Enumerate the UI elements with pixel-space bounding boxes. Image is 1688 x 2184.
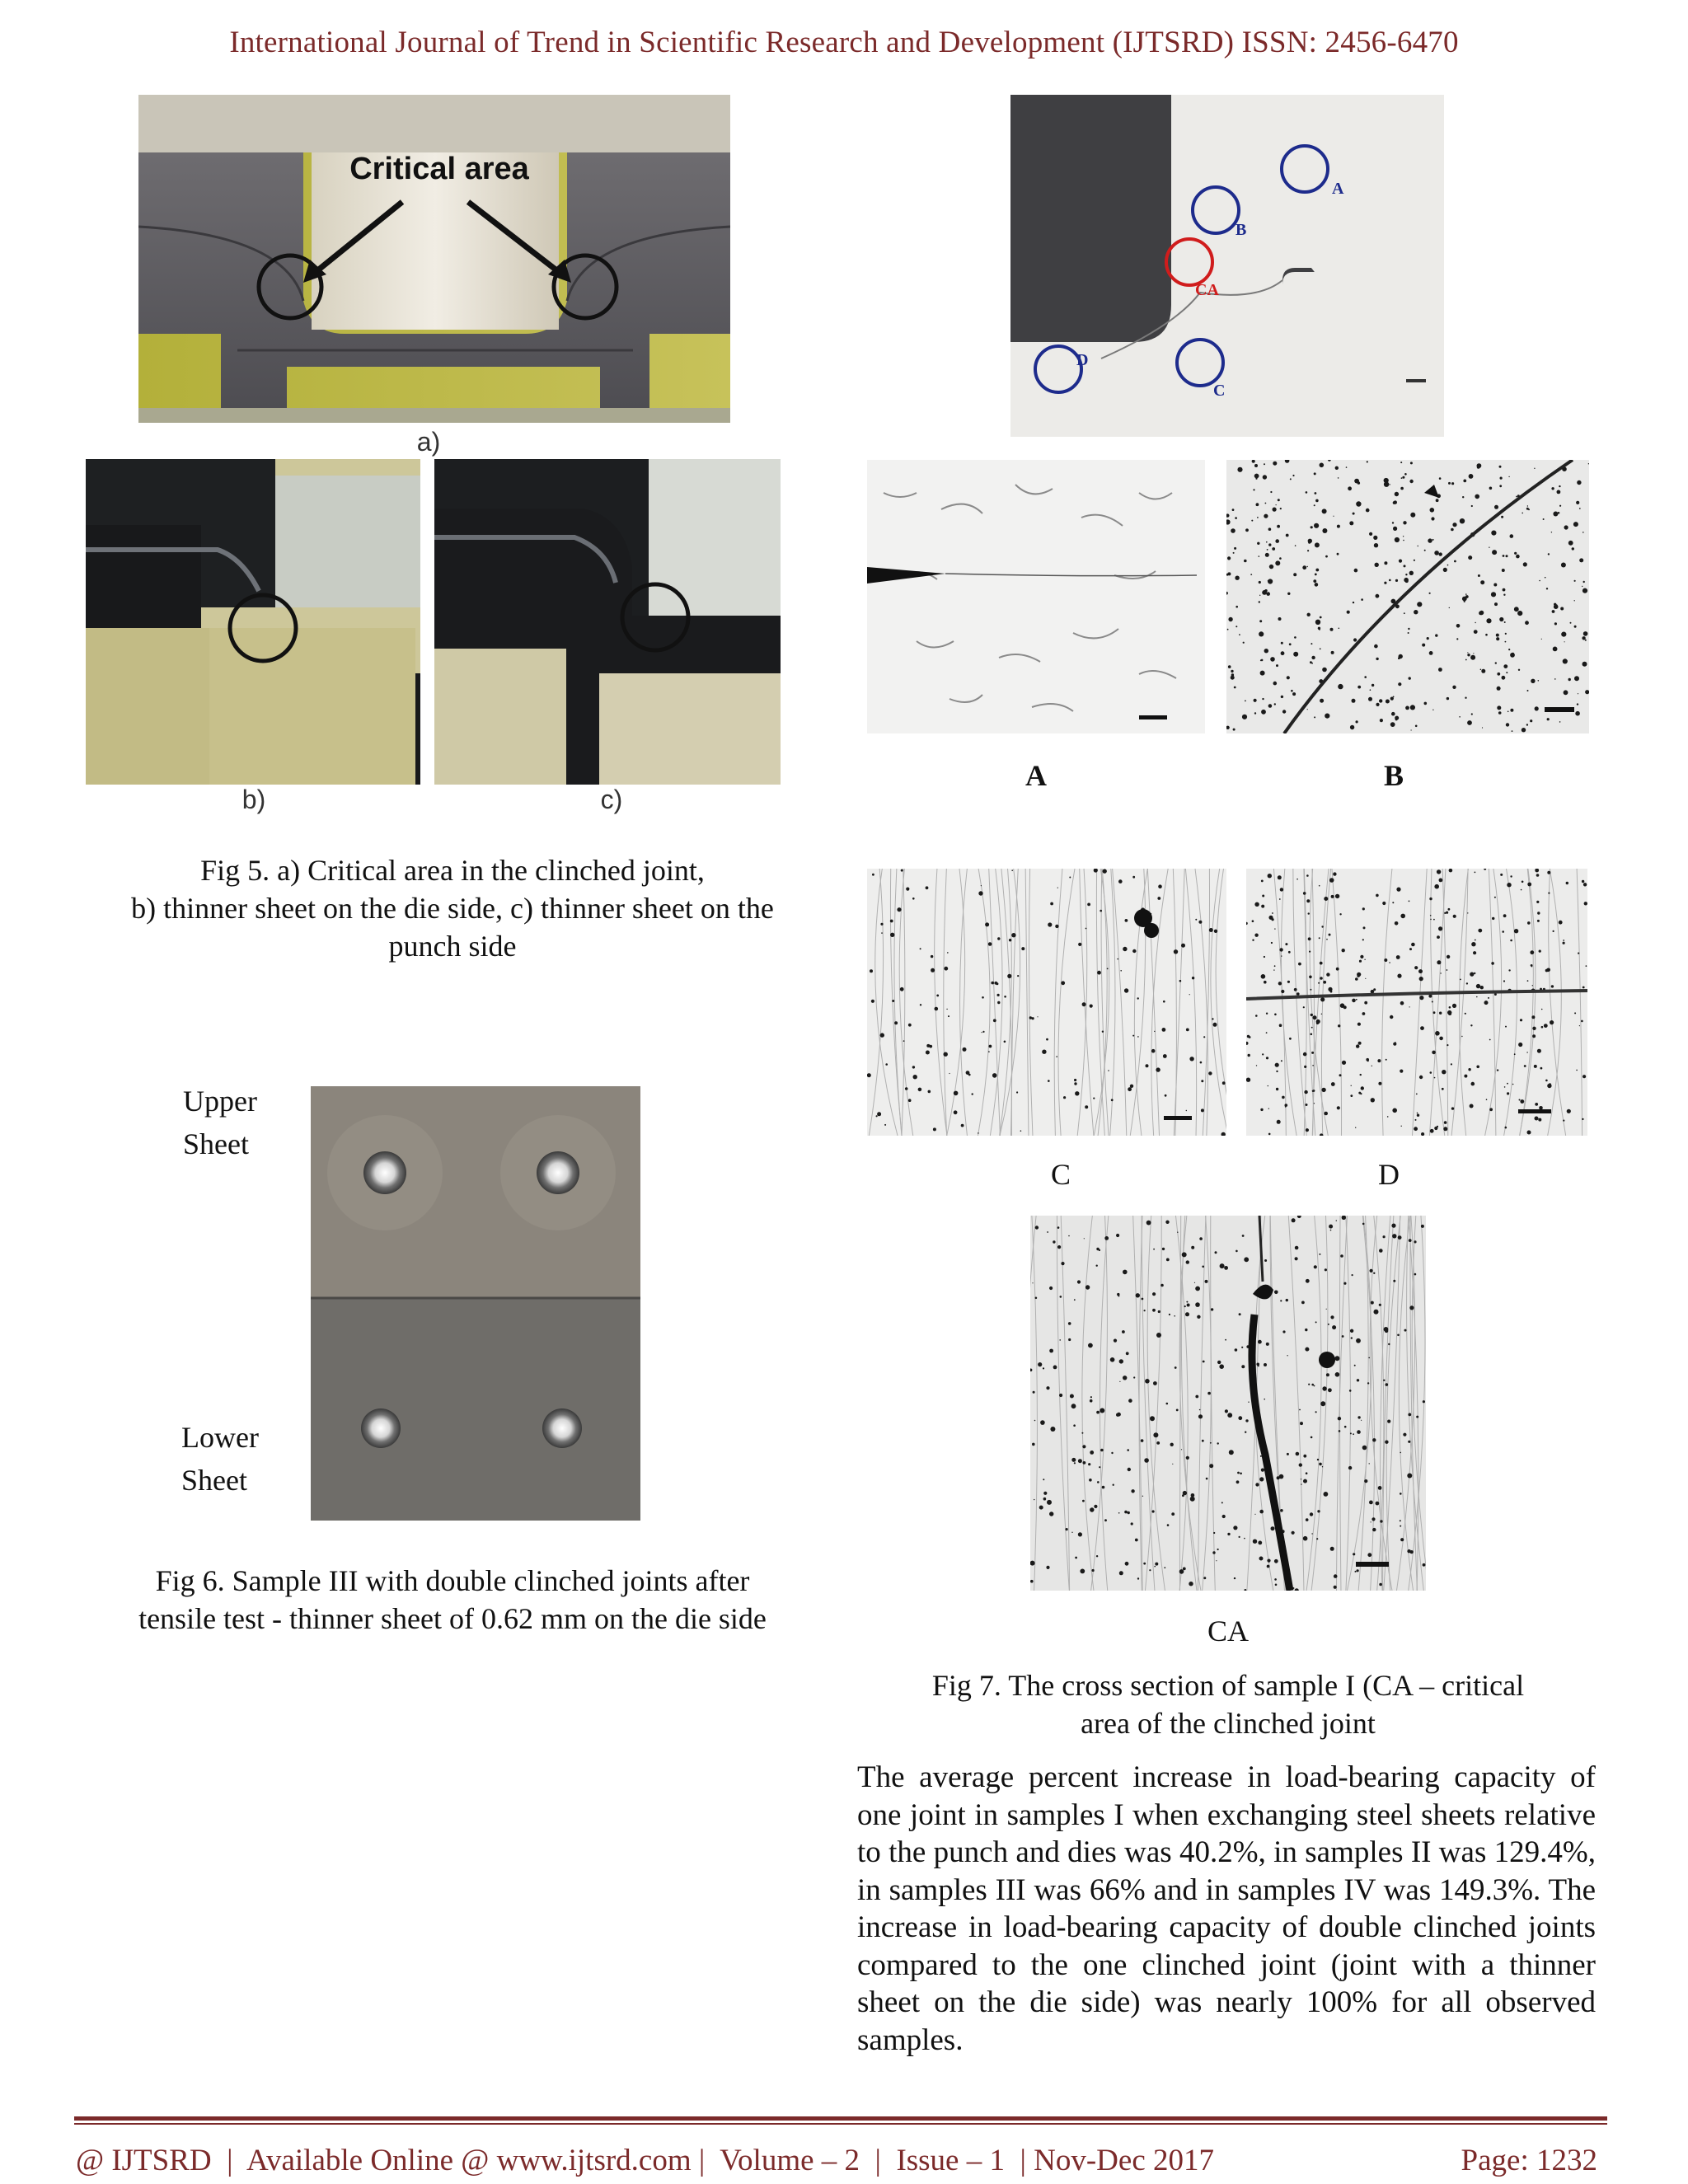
fig7-label-b: B	[1383, 759, 1404, 792]
fig5-caption-line: punch side	[388, 930, 517, 963]
fig6-caption	[86, 1562, 819, 1638]
micrograph-d	[1246, 869, 1587, 1136]
lower-sheet-line: Sheet	[181, 1464, 247, 1497]
micrograph-a	[867, 460, 1205, 733]
fig5a-label: a)	[416, 427, 441, 457]
fig5-caption-line: Fig 5. a) Critical area in the clinched joint,	[200, 854, 705, 887]
upper-sheet-line: Upper	[183, 1085, 257, 1118]
lower-sheet-label	[181, 1416, 259, 1502]
overview-mark-b: B	[1236, 221, 1247, 239]
fig7-label-ca: CA	[1207, 1615, 1249, 1647]
footer-left: @ IJTSRD | Available Online @ www.ijtsrd.com | Volume – 2 | Issue – 1 | Nov-Dec 2017	[76, 2144, 1214, 2177]
upper-sheet-label	[183, 1080, 257, 1165]
overview-mark-a: A	[1332, 180, 1344, 198]
fig5-caption-line: b) thinner sheet on the die side, c) thinner sheet on the	[131, 892, 774, 925]
overview-mark-d: D	[1076, 351, 1089, 369]
fig5c-image	[434, 459, 781, 785]
overview-mark-ca: CA	[1195, 281, 1219, 299]
footer-rule	[74, 2116, 1607, 2121]
fig5c-label: c)	[600, 785, 623, 814]
micrograph-b	[1226, 460, 1589, 733]
footer-rule-thin	[74, 2123, 1607, 2125]
footer-page: Page: 1232	[1461, 2144, 1597, 2177]
fig5b-label: b)	[241, 785, 266, 814]
fig5a-image	[138, 95, 730, 423]
fig7-label-a: A	[1025, 759, 1047, 792]
fig7-caption-line: area of the clinched joint	[1081, 1707, 1376, 1740]
critical-area-label: Critical area	[349, 152, 529, 186]
fig5b-image	[86, 459, 420, 785]
lower-sheet-line: Lower	[181, 1421, 259, 1454]
fig6-caption-line: tensile test - thinner sheet of 0.62 mm on the die side	[138, 1602, 767, 1635]
journal-header: International Journal of Trend in Scientific Research and Development (IJTSRD) ISSN: 2456-6470	[229, 26, 1459, 59]
body-paragraph: The average percent increase in load-bearing capacity of one joint in samples I when exchanging steel sheets relative to the punch and dies was 40.2%, in samples II was 129.4%, in samples III was 66% and in samples IV was 149.3%. The increase in load-bearing capacity of double clinched joints compared to the one clinched joint (joint with a thinner sheet on the die side) was nearly 100% for all observed samples.	[857, 1760, 1596, 2057]
fig5-caption	[86, 851, 819, 965]
fig7-caption	[857, 1666, 1599, 1742]
fig7-label-d: D	[1378, 1158, 1400, 1191]
micrograph-c	[867, 869, 1226, 1136]
fig7-overview-image	[1010, 95, 1444, 437]
fig6-caption-line: Fig 6. Sample III with double clinched joints after	[155, 1564, 750, 1597]
fig7-label-c: C	[1050, 1158, 1071, 1191]
micrograph-ca	[1030, 1216, 1426, 1591]
fig7-caption-line: Fig 7. The cross section of sample I (CA – critical	[931, 1669, 1525, 1702]
fig6-image	[311, 1086, 640, 1521]
upper-sheet-line: Sheet	[183, 1127, 249, 1160]
overview-mark-c: C	[1213, 382, 1226, 400]
